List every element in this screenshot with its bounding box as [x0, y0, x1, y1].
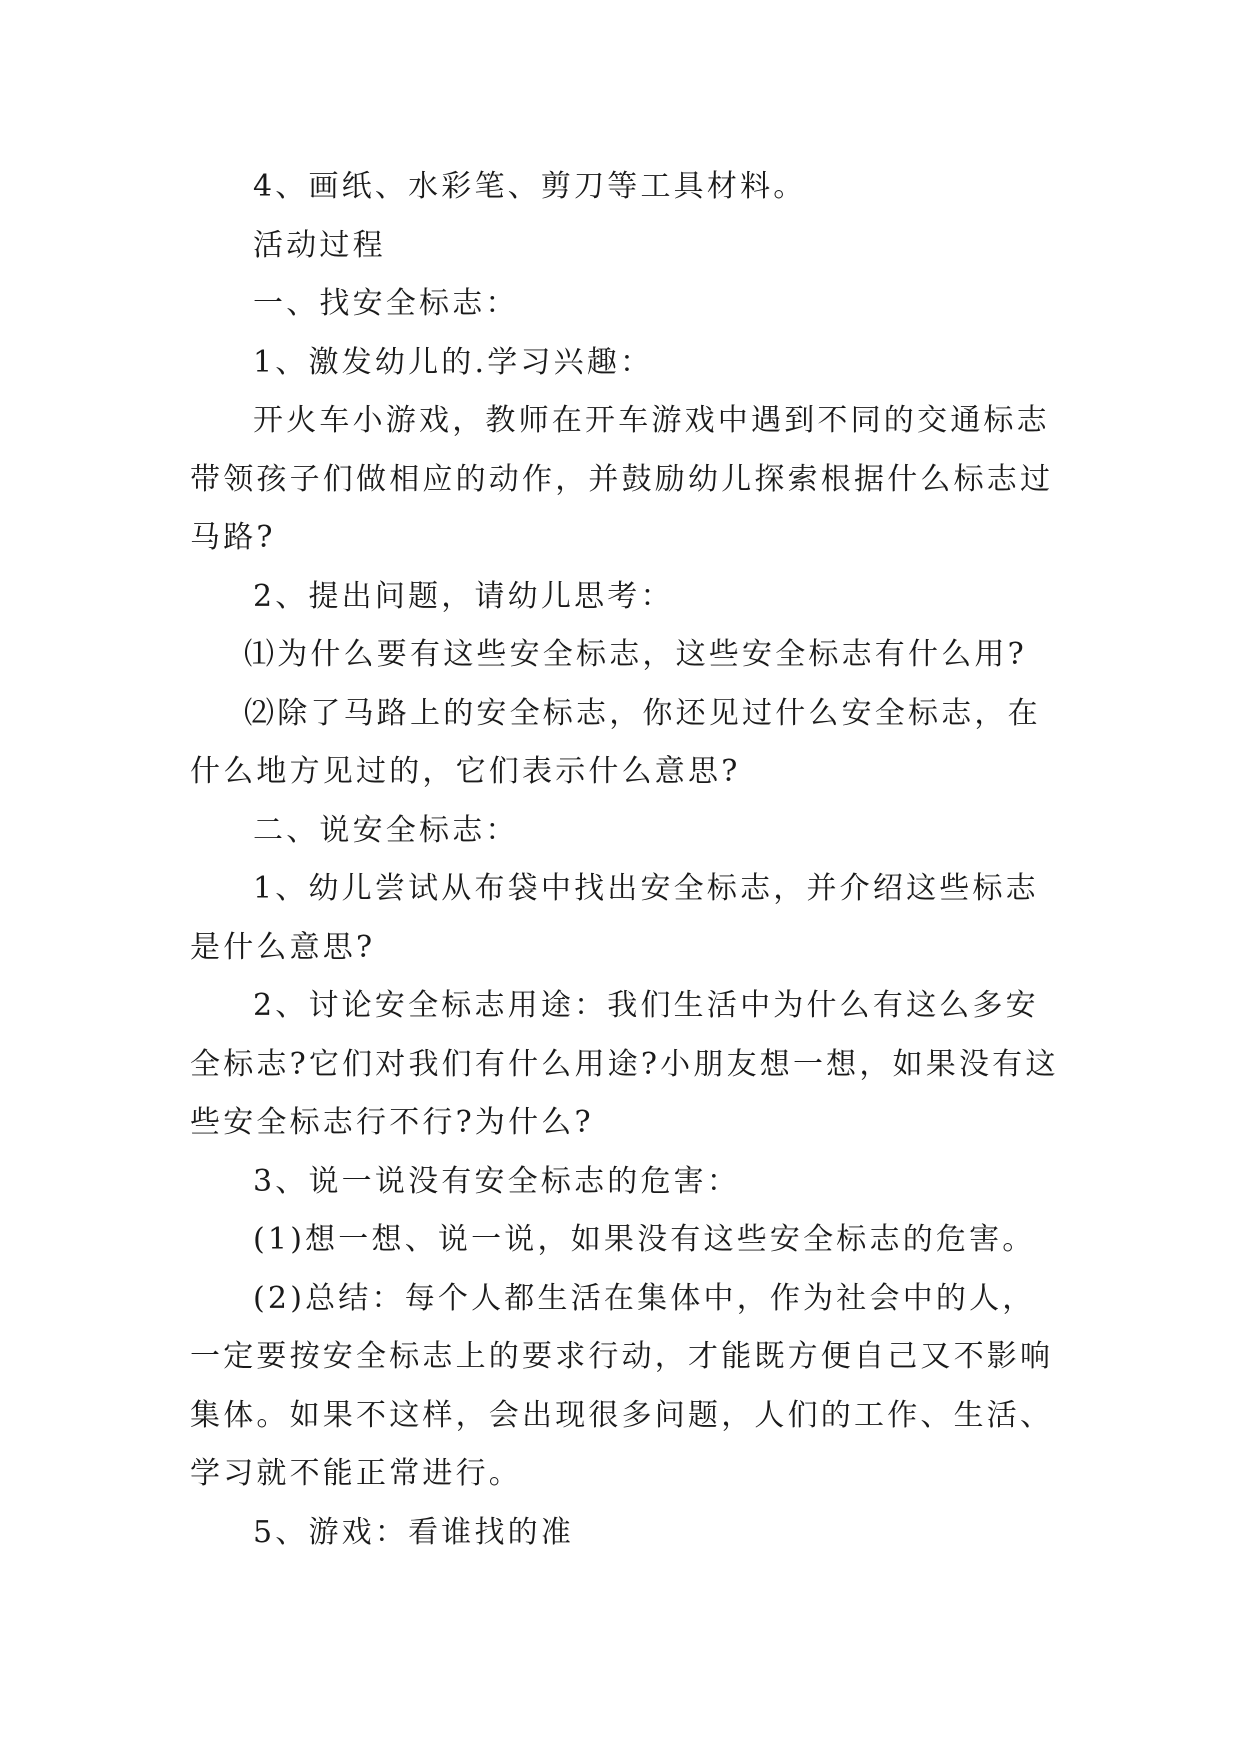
text-line: 2、提出问题，请幼儿思考： — [253, 578, 674, 614]
text-line: 开火车小游戏，教师在开车游戏中遇到不同的交通标志 — [253, 403, 1050, 438]
text-line: 些安全标志行不行?为什么? — [190, 1105, 594, 1140]
text-line: (2)总结：每个人都生活在集体中，作为社会中的人， — [253, 1280, 1036, 1316]
text-line: 2、讨论安全标志用途：我们生活中为什么有这么多安 — [253, 988, 1039, 1023]
text-line: ⑴为什么要有这些安全标志，这些安全标志有什么用? — [244, 637, 1027, 672]
text-line: 1、激发幼儿的.学习兴趣： — [253, 344, 654, 380]
text-line: 带领孩子们做相应的动作，并鼓励幼儿探索根据什么标志过 — [190, 461, 1054, 497]
text-line: 集体。如果不这样，会出现很多问题，人们的工作、生活、 — [190, 1397, 1054, 1433]
section-heading: 活动过程 — [253, 227, 386, 263]
text-line: 5、游戏：看谁找的准 — [253, 1514, 575, 1550]
text-line: 全标志?它们对我们有什么用途?小朋友想一想，如果没有这 — [190, 1046, 1059, 1082]
text-line: 一定要按安全标志上的要求行动，才能既方便自己又不影响 — [190, 1339, 1054, 1374]
text-line: 学习就不能正常进行。 — [190, 1456, 522, 1491]
text-line: 是什么意思? — [190, 929, 376, 965]
section-heading: 二、说安全标志： — [253, 812, 519, 848]
document-body — [190, 158, 1059, 1562]
text-line: 1、幼儿尝试从布袋中找出安全标志，并介绍这些标志 — [253, 871, 1039, 906]
text-line: 3、说一说没有安全标志的危害： — [253, 1163, 741, 1199]
text-line: ⑵除了马路上的安全标志，你还见过什么安全标志，在 — [244, 695, 1041, 731]
text-line: 马路? — [190, 520, 276, 555]
section-heading: 一、找安全标志： — [253, 286, 519, 321]
text-line: 什么地方见过的，它们表示什么意思? — [190, 754, 741, 789]
text-line: (1)想一想、说一说，如果没有这些安全标志的危害。 — [253, 1222, 1036, 1257]
text-line: 4、画纸、水彩笔、剪刀等工具材料。 — [253, 169, 807, 204]
